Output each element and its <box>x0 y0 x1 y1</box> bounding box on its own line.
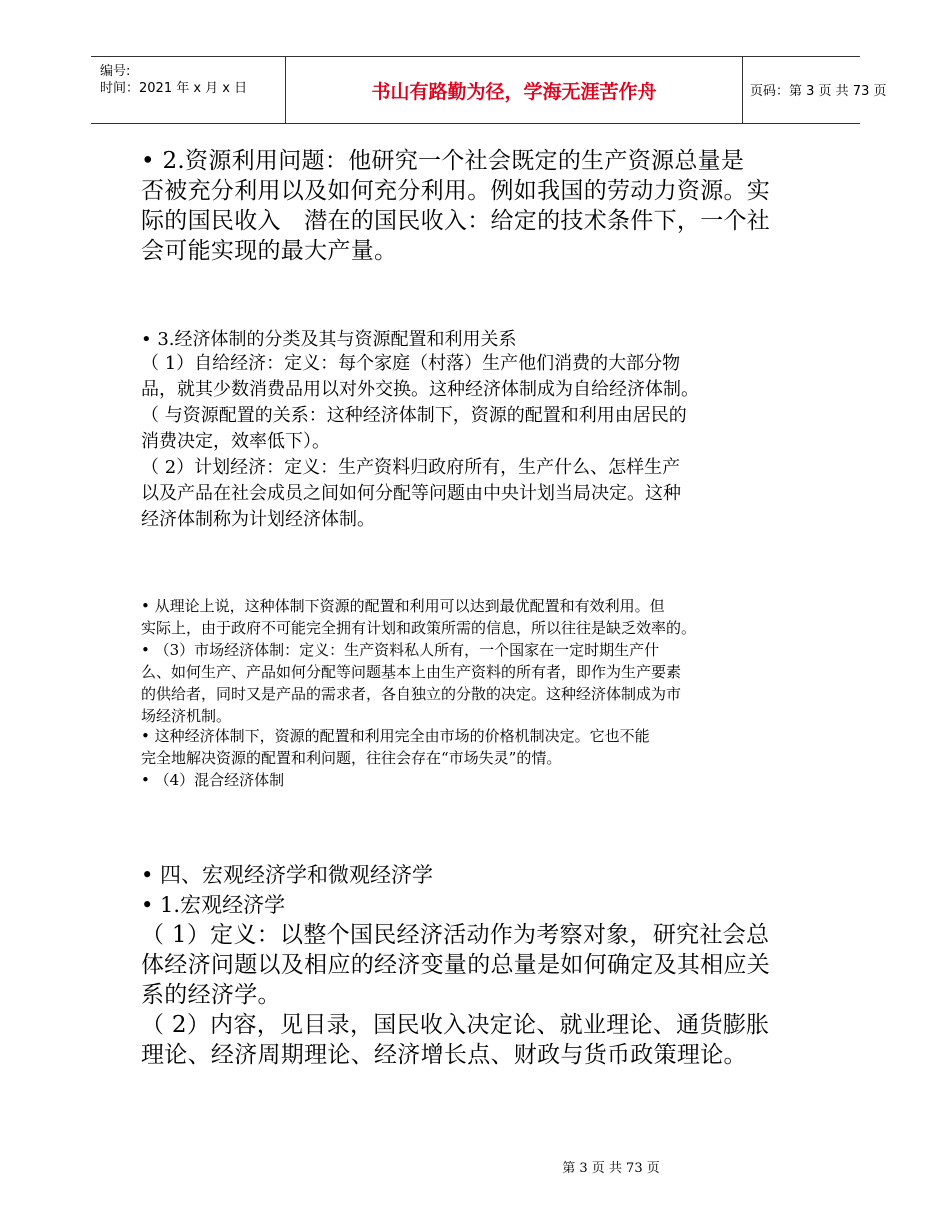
text-line: 体经济问题以及相应的经济变量的总量是如何确定及其相应关 <box>141 952 771 978</box>
page-footer <box>0 1157 950 1176</box>
text-line: 系的经济学。 <box>141 982 281 1008</box>
text-line: • （3）市场经济体制：定义：生产资料私人所有，一个国家在一定时期生产什 <box>141 641 660 659</box>
text-line: （ 1）定义：以整个国民经济活动作为考察对象，研究社会总 <box>141 922 770 948</box>
text-line: 理论、经济周期理论、经济增长点、财政与货币政策理论。 <box>141 1042 747 1068</box>
text-line: 么、如何生产、产品如何分配等问题基本上由生产资料的所有者，即作为生产要素 <box>141 663 682 681</box>
time-label: 时间：2021 年 x 月 x 日 <box>100 81 248 96</box>
text-line: （ 2）计划经济：定义：生产资料归政府所有，生产什么、怎样生产 <box>141 457 681 478</box>
text-line: （ 1）自给经济：定义：每个家庭（村落）生产他们消费的大部分物 <box>141 353 681 374</box>
motto: 书山有路勤为径，学海无涯苦作舟 <box>371 81 657 103</box>
header-page-cell <box>742 57 887 123</box>
text-line: • 3.经济体制的分类及其与资源配置和利用关系 <box>141 329 517 350</box>
text-line: 以及产品在社会成员之间如何分配等问题由中央计划当局决定。这种 <box>141 483 681 504</box>
text-line: 场经济机制。 <box>141 707 232 725</box>
page-header <box>91 56 887 124</box>
text-line: 完全地解决资源的配置和利问题，往往会存在“市场失灵”的情。 <box>141 749 562 767</box>
text-line: 消费决定，效率低下）。 <box>141 431 330 452</box>
text-line: • 2.资源利用问题：他研究一个社会既定的生产资源总量是 <box>141 148 745 174</box>
header-motto-cell <box>285 57 743 123</box>
page-label: 页码：第 3 页 共 73 页 <box>750 84 887 99</box>
text-line: 会可能实现的最大产量。 <box>141 238 398 264</box>
text-line: • 四、宏观经济学和微观经济学 <box>141 863 434 887</box>
text-line: 际的国民收入 潜在的国民收入：给定的技术条件下，一个社 <box>141 208 771 234</box>
text-line: 否被充分利用以及如何充分利用。例如我国的劳动力资源。实 <box>141 178 771 204</box>
text-line: （ 2）内容，见目录，国民收入决定论、就业理论、通货膨胀 <box>141 1012 770 1038</box>
text-line: • 1.宏观经济学 <box>141 893 286 917</box>
text-line: 实际上，由于政府不可能完全拥有计划和政策所需的信息，所以往往是缺乏效率的。 <box>141 619 697 637</box>
number-label: 编号: <box>100 64 131 79</box>
header-meta-cell <box>91 57 285 123</box>
text-line: （ 与资源配置的关系：这种经济体制下，资源的配置和利用由居民的 <box>141 405 687 426</box>
text-line: • 这种经济体制下，资源的配置和利用完全由市场的价格机制决定。它也不能 <box>141 727 650 745</box>
footer-page-number: 第 3 页 共 73 页 <box>562 1161 660 1176</box>
text-line: 品，就其少数消费品用以对外交换。这种经济体制成为自给经济体制。 <box>141 379 699 400</box>
text-line: 的供给者，同时又是产品的需求者，各自独立的分散的决定。这种经济体制成为市 <box>141 685 682 703</box>
text-line: • （4）混合经济体制 <box>141 771 285 789</box>
text-line: 经济体制称为计划经济体制。 <box>141 509 375 530</box>
text-line: • 从理论上说，这种体制下资源的配置和利用可以达到最优配置和有效利用。但 <box>141 597 665 615</box>
